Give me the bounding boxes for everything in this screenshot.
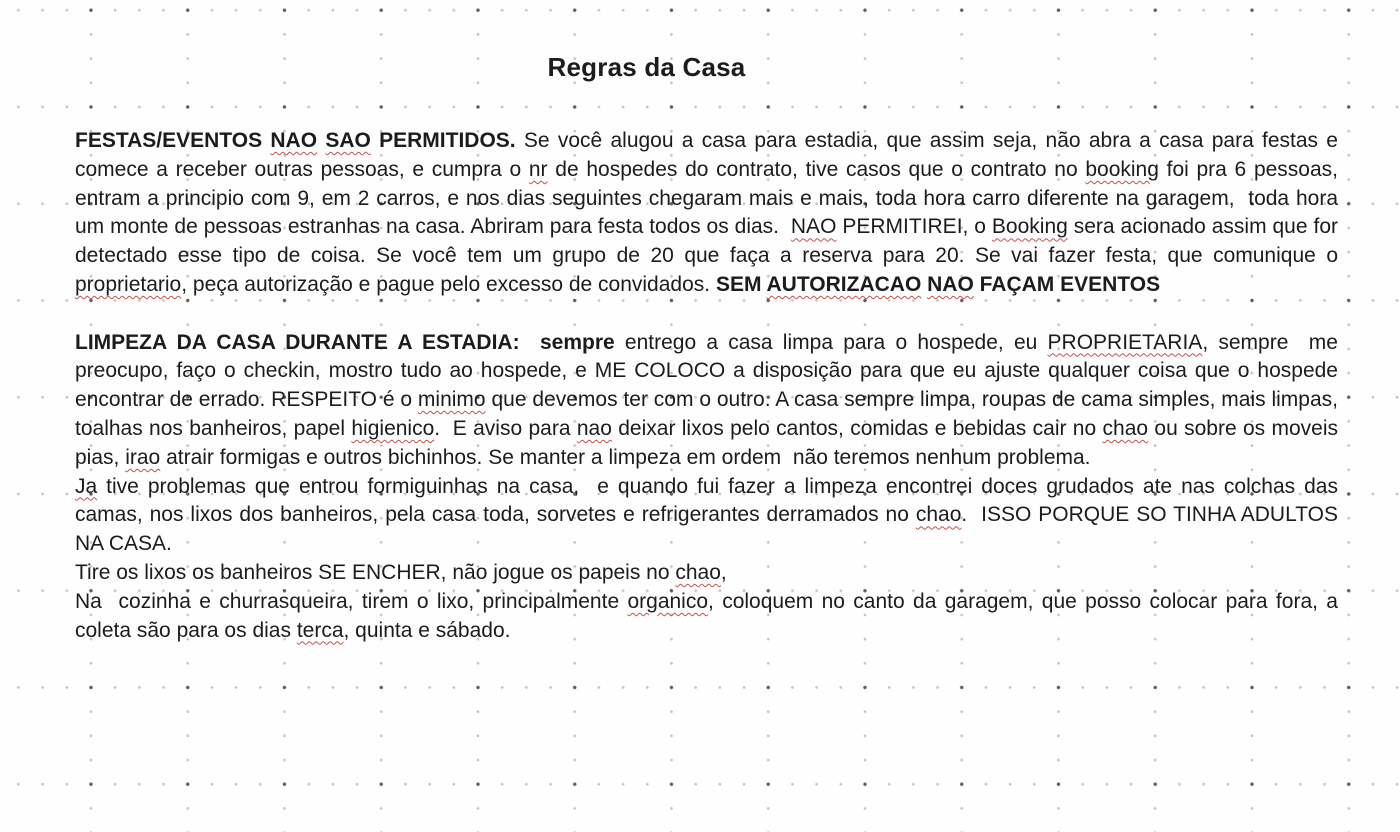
text-run: foi pra 6 pessoas, entram a principio com 9, em 2 carros, e nos dias seguintes chegaram mais e mais, toda hora carro diferente na garagem, toda hora um monte de pessoas estranhas na casa. Abriram para festa todos os dias. xyxy=(75,157,1338,239)
text-run: tive problemas que entrou formiguinhas na casa, e quando fui fazer a limpeza encontrei doces grudados ate nas colchas das camas, nos lixos dos banheiros, pela casa toda, sorvetes e refrigerantes derramados no xyxy=(75,474,1338,527)
bold-text-run: sempre xyxy=(540,330,615,354)
misspelled-word: chao xyxy=(915,503,962,527)
document xyxy=(75,52,1338,645)
paragraph-formiguinhas xyxy=(75,473,1338,559)
text-run: Na cozinha e churrasqueira, tirem o lixo, principalmente xyxy=(75,589,628,613)
bold-text-run: FAÇAM EVENTOS xyxy=(973,272,1161,296)
text-run: entrego a casa limpa para o hospede, eu xyxy=(614,330,1048,354)
misspelled-word: Booking xyxy=(991,215,1068,239)
text-run: ou sobre os moveis pias, xyxy=(75,416,1338,469)
misspelled-word: NAO xyxy=(790,215,837,239)
text-run: Se você alugou a casa para estadia, que assim seja, não abra a casa para festas e comece a receber outras pessoas, e cumpra o xyxy=(75,129,1338,181)
paragraph-limpeza-estadia xyxy=(75,329,1338,473)
text-run: . ISSO PORQUE SO TINHA ADULTOS NA CASA. xyxy=(75,503,1338,556)
misspelled-word: nao xyxy=(576,416,612,440)
paragraph-cozinha-churrasqueira xyxy=(75,588,1338,646)
misspelled-word: NAO xyxy=(270,129,318,152)
text-run: . E aviso para xyxy=(434,416,577,440)
text-run: PERMITIREI, o xyxy=(836,215,992,239)
paragraph-lixos-banheiros xyxy=(75,559,1338,588)
document-body xyxy=(75,127,1338,645)
misspelled-word: PROPRIETARIA xyxy=(1047,330,1203,354)
misspelled-word: chao xyxy=(675,560,721,584)
misspelled-word: Ja xyxy=(75,474,98,498)
bold-text-run: FESTAS/EVENTOS xyxy=(75,129,271,152)
misspelled-word: SAO xyxy=(325,129,371,152)
misspelled-word: nr xyxy=(528,157,548,181)
paragraph-festas-eventos xyxy=(75,127,1338,300)
text-run: , xyxy=(720,560,727,584)
misspelled-word: booking xyxy=(1085,157,1159,181)
text-run: , peça autorização e pague pelo excesso de convidados. xyxy=(181,272,716,296)
text-run: deixar lixos pelo cantos, comidas e bebidas cair no xyxy=(611,416,1103,440)
text-run: , sempre me preocupo, faço o checkin, mostro tudo ao hospede, e ME COLOCO a disposição para que eu ajuste qualquer coisa que o hospede encontrar de errado. RESPEITO é o xyxy=(75,330,1338,412)
misspelled-word: higienico xyxy=(351,416,435,440)
text-run: sera acionado assim que for detectado esse tipo de coisa. Se você tem um grupo de 20 que faça a reserva para 20. Se vai fazer festa, que comunique o xyxy=(75,215,1338,268)
bold-text-run: PERMITIDOS. xyxy=(370,129,516,152)
text-run: Tire os lixos os banheiros SE ENCHER, não jogue os papeis no xyxy=(75,560,676,584)
document-title: Regras da Casa xyxy=(547,52,746,82)
text-run: atrair formigas e outros bichinhos. Se manter a limpeza em ordem não teremos nenhum problema. xyxy=(160,445,1091,469)
bold-text-run: LIMPEZA DA CASA DURANTE A ESTADIA: xyxy=(75,330,540,354)
text-run: , quinta e sábado. xyxy=(343,618,511,642)
misspelled-word: minimo xyxy=(417,388,486,412)
misspelled-word: NAO xyxy=(927,272,974,296)
misspelled-word: AUTORIZACAO xyxy=(766,272,922,296)
text-run: que devemos ter com o outro. A casa sempre limpa, roupas de cama simples, mais limpas, toalhas nos banheiros, papel xyxy=(75,388,1338,440)
bold-text-run: SEM xyxy=(715,272,767,296)
text-run: de hospedes do contrato, tive casos que o contrato no xyxy=(547,157,1086,181)
misspelled-word: chao xyxy=(1102,416,1149,440)
misspelled-word: proprietario xyxy=(75,272,182,296)
text-run: , coloquem no canto da garagem, que posso colocar para fora, a coleta são para os dias xyxy=(75,589,1338,642)
misspelled-word: irao xyxy=(125,445,161,469)
misspelled-word: organico xyxy=(627,589,709,613)
misspelled-word: terca xyxy=(296,618,344,642)
